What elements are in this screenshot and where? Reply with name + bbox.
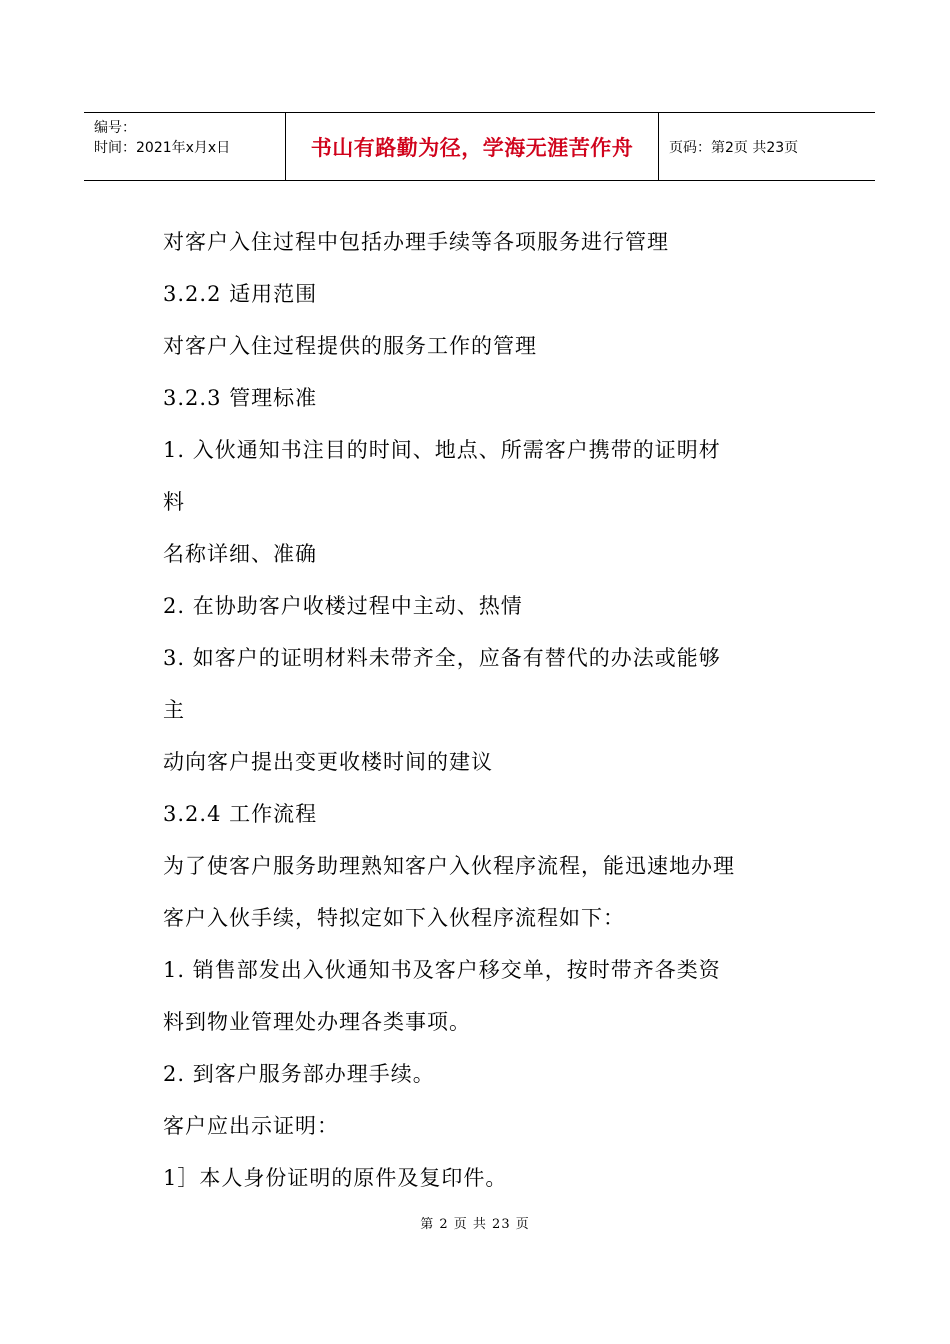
body-line: 对客户入住过程提供的服务工作的管理	[163, 334, 537, 358]
body-line: 客户入伙手续，特拟定如下入伙程序流程如下：	[163, 906, 625, 930]
body-line: 1. 销售部发出入伙通知书及客户移交单，按时带齐各类资	[163, 958, 721, 982]
header-motto: 书山有路勤为径，学海无涯苦作舟	[286, 113, 659, 180]
document-body	[163, 222, 813, 1210]
body-line: 3. 如客户的证明材料未带齐全，应备有替代的办法或能够	[163, 646, 721, 670]
body-line: 对客户入住过程中包括办理手续等各项服务进行管理	[163, 230, 669, 254]
body-line: 2. 到客户服务部办理手续。	[163, 1062, 435, 1086]
header-page-number: 页码：第2页 共23页	[669, 139, 799, 156]
body-line: 名称详细、准确	[163, 542, 317, 566]
body-line: 3.2.2 适用范围	[163, 282, 318, 306]
body-line: 主	[163, 698, 185, 722]
body-line: 3.2.4 工作流程	[163, 802, 318, 826]
body-line: 动向客户提出变更收楼时间的建议	[163, 750, 493, 774]
body-line: 1. 入伙通知书注目的时间、地点、所需客户携带的证明材	[163, 438, 721, 462]
document-time-label: 时间：2021年x月x日	[94, 140, 231, 156]
header-meta	[84, 113, 286, 180]
document-header	[84, 112, 875, 181]
body-line: 2. 在协助客户收楼过程中主动、热情	[163, 594, 523, 618]
body-line: 3.2.3 管理标准	[163, 386, 318, 410]
body-line: 料到物业管理处办理各类事项。	[163, 1010, 471, 1034]
page-footer: 第 2 页 共 23 页	[420, 1217, 530, 1232]
body-line: 1］本人身份证明的原件及复印件。	[163, 1166, 508, 1190]
body-line: 客户应出示证明：	[163, 1114, 339, 1138]
body-line: 料	[163, 490, 185, 514]
document-number-label: 编号：	[94, 120, 136, 136]
body-line: 为了使客户服务助理熟知客户入伙程序流程，能迅速地办理	[163, 854, 735, 878]
